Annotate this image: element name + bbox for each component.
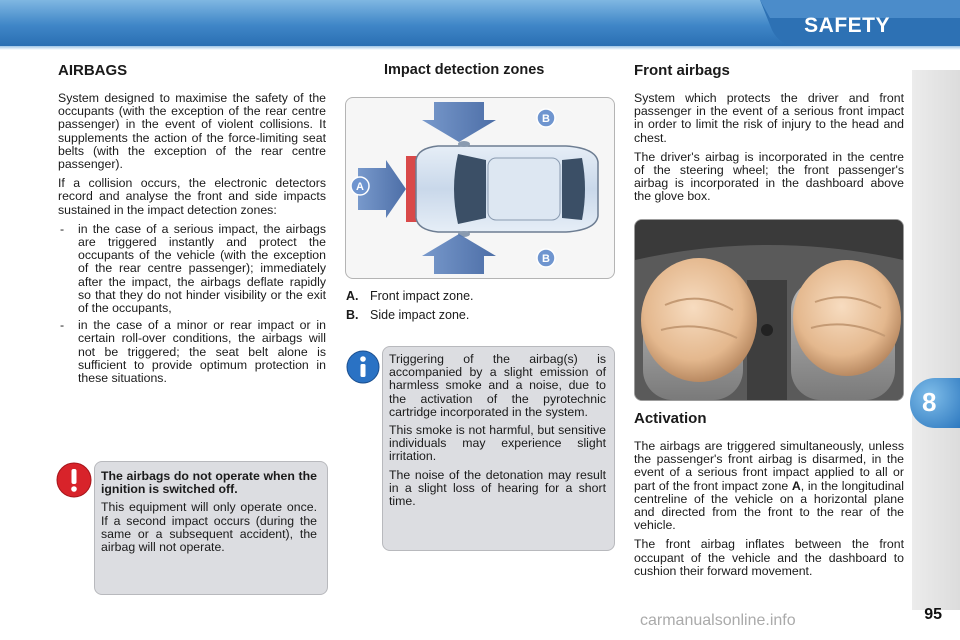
front-airbags-title: Front airbags <box>634 62 730 79</box>
activation-paragraph-2: The front airbag inflates between the front occupant of the vehicle and the dashboard to cushion their forward movement. <box>634 537 904 578</box>
info-icon <box>346 350 380 384</box>
legend-text-a: Front impact zone. <box>370 289 474 303</box>
info-paragraph-2: This smoke is not harmful, but sensitive individuals may experience slight irritation. <box>389 423 606 464</box>
front-airbags-paragraph-1: System which protects the driver and front passenger in the event of a serious front impact in order to limit the risk of injury to the head and chest. <box>634 91 904 145</box>
page-title: SAFETY <box>804 14 890 37</box>
impact-legend <box>346 289 614 327</box>
front-airbags-paragraph-2: The driver's airbag is incorporated in the centre of the steering wheel; the front passenger's airbag is incorporated in the dashboard above the glove box. <box>634 149 904 204</box>
activation-p1-start: The airbags are triggered simultaneously, unless the passenger's front airbag is disarmed, in the event of a serious front impact applied to all or part of the front impact zone <box>634 439 904 493</box>
chapter-number: 8 <box>922 387 937 417</box>
activation-paragraph-1 <box>634 440 904 532</box>
watermark: carmanualsonline.info <box>640 612 796 629</box>
warning-body: This equipment will only operate once. If a second impact occurs (during the same or a subsequent accident), the airbag will not operate. <box>101 500 317 555</box>
side-impact-arrow-bottom <box>422 234 496 274</box>
car-top-view <box>346 98 614 278</box>
airbag-photo <box>634 219 904 401</box>
info-box <box>382 346 615 551</box>
page-number: 95 <box>924 606 942 623</box>
activation-title: Activation <box>634 410 707 427</box>
legend-row-a <box>346 289 614 303</box>
legend-row-b <box>346 308 614 322</box>
marker-b-bottom-label: B <box>542 253 550 265</box>
airbags-paragraph-1: System designed to maximise the safety of the occupants (with the exception of the rear centre passenger) in the event of violent collisions. It supplements the action of the force-limiting seat belts (with the exception of the rear centre passenger). <box>58 91 326 172</box>
warning-box <box>94 461 328 595</box>
deployed-airbags-illustration <box>635 220 903 400</box>
airbags-bullet-list <box>58 223 326 385</box>
legend-text-b: Side impact zone. <box>370 308 470 322</box>
exclamation-icon <box>56 462 92 498</box>
warning-heading: The airbags do not operate when the ignition is switched off. <box>101 469 317 497</box>
header-shadow <box>0 46 960 50</box>
activation-section <box>634 410 904 584</box>
front-airbags-section <box>634 62 904 210</box>
activation-p1-key: A <box>791 478 801 493</box>
list-item: - in the case of a serious impact, the airbags are triggered instantly and protect the occupants of the vehicle (with the exception of the rear centre passenger); immediately after the impact, the airbags deflate rapidly so that they do not hinder visibility or the exit of the occupants, <box>58 223 326 315</box>
side-impact-arrow-top <box>422 102 496 142</box>
side-strip <box>912 70 960 610</box>
info-paragraph-1: Triggering of the airbag(s) is accompanied by a slight emission of harmless smoke and a noise, due to the activation of the pyrotechnic cartridge incorporated in the system. <box>389 352 606 419</box>
airbags-section <box>58 62 326 389</box>
info-paragraph-3: The noise of the detonation may result in a slight loss of hearing for a short time. <box>389 467 606 509</box>
impact-zones-title: Impact detection zones <box>384 62 545 78</box>
marker-b-top-label: B <box>542 113 550 125</box>
impact-diagram <box>345 97 615 279</box>
marker-a-label: A <box>356 181 364 193</box>
airbags-title: AIRBAGS <box>58 62 128 79</box>
legend-key-a: A. <box>346 289 359 303</box>
list-item: - in the case of a minor or rear impact or in certain roll-over conditions, the airbags will not be triggered; the seat belt alone is sufficient to provide optimum protection in these situations. <box>58 319 326 385</box>
activation-p1-end: , in the longitudinal centreline of the vehicle on a horizontal plane and directed from the front to the rear of the vehicle. <box>634 478 904 533</box>
airbags-paragraph-2: If a collision occurs, the electronic detectors record and analyse the front and side impacts sustained in the impact detection zones: <box>58 176 326 217</box>
legend-key-b: B. <box>346 308 359 322</box>
